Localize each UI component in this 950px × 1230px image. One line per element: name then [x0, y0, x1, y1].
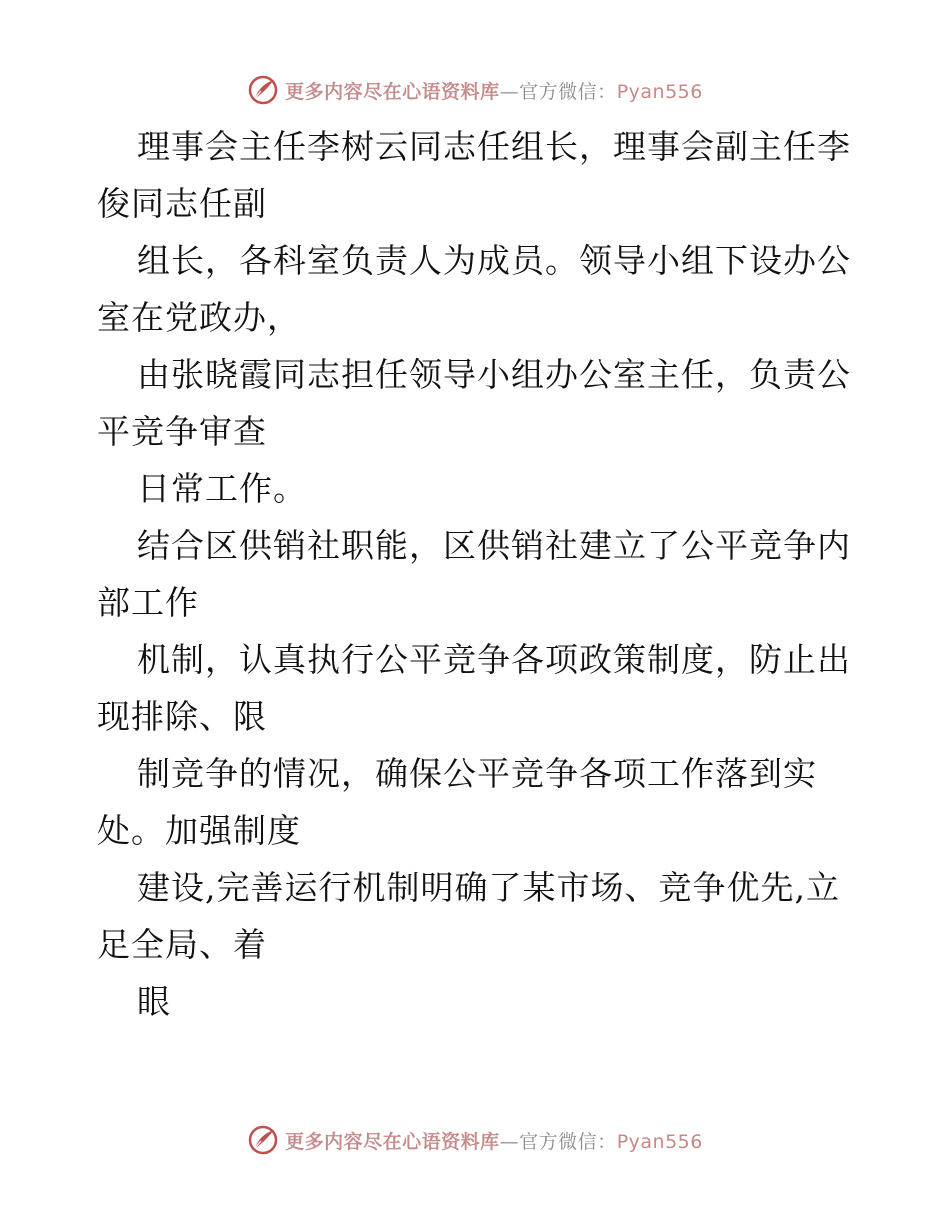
body-line: 日常工作。	[137, 469, 307, 508]
banner-wechat-id: Pyan556	[616, 1130, 703, 1153]
body-line: 建设,完善运行机制明确了某市场、竞争优先,立	[137, 868, 840, 907]
banner-site-name: 更多内容尽在心语资料库	[285, 1130, 500, 1153]
body-line: 制竞争的情况，确保公平竞争各项工作落到实	[137, 754, 817, 793]
body-line: 组长，各科室负责人为成员。领导小组下设办公	[137, 241, 851, 280]
footer-banner	[0, 1120, 950, 1160]
body-line: 处。加强制度	[97, 811, 301, 850]
body-line: 足全局、着	[97, 925, 267, 964]
body-line: 机制，认真执行公平竞争各项政策制度，防止出	[137, 640, 851, 679]
body-line: 理事会主任李树云同志任组长，理事会副主任李	[137, 127, 851, 166]
banner-wechat-label: 官方微信：	[519, 1130, 617, 1153]
banner-separator: —	[499, 80, 520, 103]
body-line: 现排除、限	[97, 697, 267, 736]
header-banner	[0, 70, 950, 110]
body-line: 部工作	[97, 583, 199, 622]
red-feather-pen-logo-icon	[247, 1124, 279, 1156]
red-feather-pen-logo-icon	[247, 74, 279, 106]
body-line: 由张晓霞同志担任领导小组办公室主任，负责公	[137, 355, 851, 394]
body-line: 俊同志任副	[97, 184, 267, 223]
body-line: 平竞争审查	[97, 412, 267, 451]
body-line: 眼	[137, 982, 171, 1021]
banner-wechat-label: 官方微信：	[519, 80, 617, 103]
banner-wechat-id: Pyan556	[616, 80, 703, 103]
body-line: 室在党政办，	[97, 298, 301, 337]
body-line: 结合区供销社职能，区供销社建立了公平竞争内	[137, 526, 851, 565]
document-body	[97, 118, 857, 1030]
banner-separator: —	[499, 1130, 520, 1153]
banner-site-name: 更多内容尽在心语资料库	[285, 80, 500, 103]
